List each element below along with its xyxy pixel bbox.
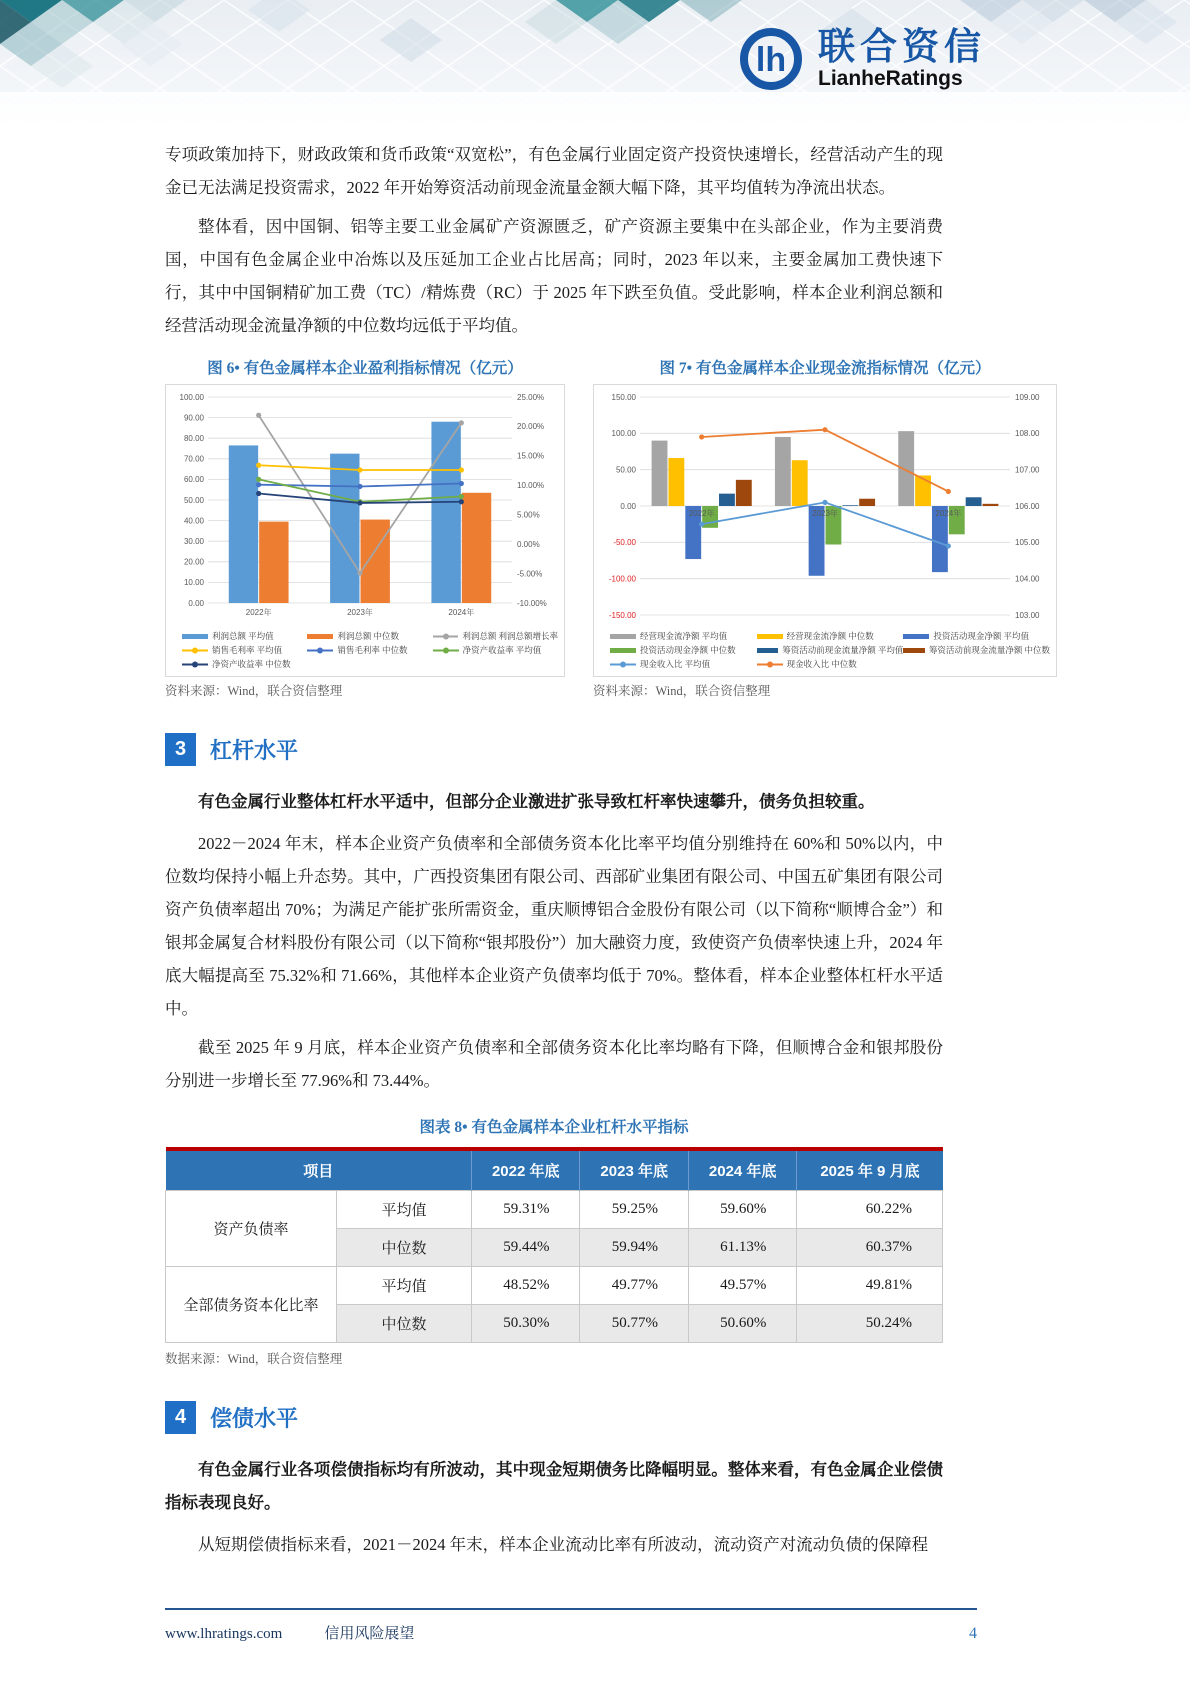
legend-item: [433, 644, 558, 656]
svg-text:106.00: 106.00: [1015, 501, 1040, 511]
figure-7-legend: [610, 630, 1050, 670]
legend-line-swatch: [433, 646, 459, 655]
col-header: 2023 年底: [580, 1149, 688, 1191]
paragraph: 整体看，因中国铜、铝等主要工业金属矿产资源匮乏，矿产资源主要集中在头部企业，作为主要消费国，中国有色金属企业中冶炼以及压延加工企业占比居高；同时，2023 年以来，主要金属加工费快速下行，其中中国铜精矿加工费（TC）/精炼费（RC）于 2025 年下跌至负值。受此影响，样本企业利润总额和经营活动现金流量净额的中位数均远低于平均值。: [165, 217, 943, 335]
legend-label: 现金收入比 平均值: [640, 659, 711, 669]
legend-label: 经营现金流净额 中位数: [786, 631, 874, 641]
legend-item: [433, 630, 558, 642]
svg-text:40.00: 40.00: [183, 516, 204, 526]
figure-7: [593, 356, 1057, 699]
legend-bar-swatch: [903, 646, 925, 655]
legend-item: [757, 644, 904, 656]
legend-bar-swatch: [307, 632, 333, 641]
page-number: 4: [969, 1625, 977, 1642]
svg-text:107.00: 107.00: [1015, 465, 1040, 475]
row-group-label: 全部债务资本化比率: [166, 1267, 337, 1343]
cell-value: 61.13%: [688, 1229, 796, 1267]
legend-item: [610, 644, 757, 656]
legend-bar-swatch: [757, 632, 783, 641]
svg-text:20.00%: 20.00%: [517, 422, 545, 432]
row-stat-label: 中位数: [337, 1305, 472, 1343]
table-row: [166, 1267, 943, 1305]
legend-label: 筹资活动前现金流量净额 中位数: [928, 645, 1050, 655]
svg-text:50.00: 50.00: [183, 495, 204, 505]
svg-text:90.00: 90.00: [183, 413, 204, 423]
figures-row: [165, 356, 1050, 699]
cell-value: 60.22%: [797, 1191, 943, 1229]
section-4-number: 4: [165, 1401, 196, 1434]
col-header: 2022 年底: [472, 1149, 580, 1191]
svg-text:2024年: 2024年: [448, 608, 475, 617]
section-4-heading: [165, 1401, 1033, 1434]
legend-item: [757, 630, 904, 642]
legend-bar-swatch: [757, 646, 779, 655]
figure-6-source: 资料来源：Wind，联合资信整理: [165, 684, 343, 698]
svg-text:2022年: 2022年: [688, 509, 715, 518]
section-3-heading: [165, 733, 1033, 766]
svg-text:-100.00: -100.00: [608, 574, 636, 584]
svg-text:100.00: 100.00: [179, 392, 204, 402]
legend-label: 现金收入比 中位数: [786, 659, 857, 669]
figure-6-legend: [182, 630, 558, 670]
legend-line-swatch: [433, 632, 459, 641]
svg-text:70.00: 70.00: [183, 454, 204, 464]
legend-line-swatch: [182, 646, 208, 655]
intro-text: [165, 138, 943, 342]
svg-text:0.00: 0.00: [620, 501, 636, 511]
cell-value: 59.60%: [688, 1191, 796, 1229]
svg-text:50.00: 50.00: [615, 465, 636, 475]
legend-label: 利润总额 中位数: [337, 631, 399, 641]
legend-label: 利润总额 平均值: [212, 631, 274, 641]
legend-item: [610, 630, 757, 642]
svg-text:105.00: 105.00: [1015, 538, 1040, 548]
figure-6-title: 图 6• 有色金属样本企业盈利指标情况（亿元）: [207, 360, 523, 377]
table-row: [166, 1191, 943, 1229]
cell-value: 60.37%: [797, 1229, 943, 1267]
cell-value: 48.52%: [472, 1267, 580, 1305]
legend-bar-swatch: [610, 646, 636, 655]
row-group-label: 资产负债率: [166, 1191, 337, 1267]
svg-text:-10.00%: -10.00%: [517, 598, 547, 608]
brand: [738, 26, 986, 92]
legend-bar-swatch: [610, 632, 636, 641]
svg-text:104.00: 104.00: [1015, 574, 1040, 584]
legend-label: 筹资活动前现金流量净额 平均值: [782, 645, 904, 655]
content: [165, 138, 1050, 1567]
legend-item: [307, 630, 432, 642]
brand-name-cn: 联合资信: [818, 25, 986, 67]
legend-label: 经营现金流净额 平均值: [640, 631, 728, 641]
svg-text:2023年: 2023年: [347, 608, 373, 617]
svg-text:109.00: 109.00: [1015, 392, 1040, 402]
svg-text:20.00: 20.00: [183, 557, 204, 567]
col-header: 2024 年底: [688, 1149, 796, 1191]
legend-line-swatch: [307, 646, 333, 655]
cell-value: 50.77%: [580, 1305, 688, 1343]
table-8-title: 图表 8• 有色金属样本企业杠杆水平指标: [419, 1119, 689, 1136]
cell-value: 59.31%: [472, 1191, 580, 1229]
table-header-row: [166, 1149, 943, 1191]
legend-label: 销售毛利率 平均值: [212, 645, 283, 655]
header-pattern: [0, 0, 1190, 132]
cell-value: 50.24%: [797, 1305, 943, 1343]
cell-value: 59.25%: [580, 1191, 688, 1229]
legend-item: [903, 630, 1050, 642]
svg-text:2022年: 2022年: [245, 608, 272, 617]
svg-text:108.00: 108.00: [1015, 429, 1040, 439]
svg-text:2023年: 2023年: [812, 509, 838, 518]
profit-indicators-chart: [168, 389, 562, 623]
svg-text:30.00: 30.00: [183, 537, 204, 546]
section-4-lead: 有色金属行业各项偿债指标均有所波动，其中现金短期债务比降幅明显。整体来看，有色金属企业偿债指标表现良好。: [165, 1461, 943, 1512]
section-4-title: 偿债水平: [210, 1406, 299, 1431]
footer-site-link[interactable]: www.lhratings.com: [165, 1626, 283, 1642]
svg-text:lh: lh: [755, 41, 787, 79]
legend-line-swatch: [610, 660, 636, 669]
cashflow-indicators-chart: [596, 389, 1054, 623]
legend-label: 净资产收益率 平均值: [462, 645, 542, 655]
svg-text:80.00: 80.00: [183, 434, 204, 443]
section-3-title: 杠杆水平: [210, 738, 299, 763]
cell-value: 49.81%: [797, 1267, 943, 1305]
svg-text:0.00%: 0.00%: [517, 539, 540, 549]
cell-value: 49.57%: [688, 1267, 796, 1305]
legend-item: [757, 658, 904, 670]
figure-7-source: 资料来源：Wind，联合资信整理: [593, 684, 771, 698]
section-3-lead: 有色金属行业整体杠杆水平适中，但部分企业激进扩张导致杠杆率快速攀升，债务负担较重。: [198, 793, 875, 811]
svg-text:0.00: 0.00: [188, 598, 204, 608]
svg-text:103.00: 103.00: [1015, 610, 1040, 620]
row-stat-label: 平均值: [337, 1267, 472, 1305]
svg-text:100.00: 100.00: [611, 429, 636, 439]
paragraph: 2022－2024 年末，样本企业资产负债率和全部债务资本化比率平均值分别维持在 60%和 50%以内，中位数均保持小幅上升态势。其中，广西投资集团有限公司、西部矿业集团有限公司、中国五矿集团有限公司资产负债率超出 70%；为满足产能扩张所需资金，重庆顺博铝合金股份有限公司（以下简称“顺博合金”）和银邦金属复合材料股份有限公司（以下简称“银邦股份”）加大融资力度，致使资产负债率快速上升，2024 年底大幅提高至 75.32%和 71.66%，其他样本企业资产负债率均低于 70%。整体看，样本企业整体杠杆水平适中。: [165, 834, 943, 1018]
svg-text:-5.00%: -5.00%: [517, 569, 543, 579]
cell-value: 50.60%: [688, 1305, 796, 1343]
section-3-number: 3: [165, 733, 196, 766]
lianhe-logo-icon: [738, 26, 804, 92]
figure-6-chart: [165, 384, 565, 677]
page-header: [0, 0, 1190, 132]
figure-7-title: 图 7• 有色金属样本企业现金流指标情况（亿元）: [659, 360, 991, 377]
leverage-table: [165, 1147, 943, 1343]
page-footer: [165, 1608, 977, 1643]
legend-line-swatch: [757, 660, 783, 669]
legend-item: [903, 644, 1050, 656]
section-4-text: [165, 1528, 943, 1561]
svg-text:-50.00: -50.00: [613, 538, 636, 548]
svg-text:15.00%: 15.00%: [517, 451, 545, 461]
paragraph: 截至 2025 年 9 月底，样本企业资产负债率和全部债务资本化比率均略有下降，但顺博合金和银邦股份分别进一步增长至 77.96%和 73.44%。: [165, 1038, 943, 1090]
figure-7-chart: [593, 384, 1057, 677]
legend-item: [182, 644, 307, 656]
legend-item: [610, 658, 757, 670]
legend-label: 净资产收益率 中位数: [212, 659, 291, 669]
cell-value: 59.94%: [580, 1229, 688, 1267]
cell-value: 49.77%: [580, 1267, 688, 1305]
col-header: 2025 年 9 月底: [797, 1149, 943, 1191]
legend-item: [182, 630, 307, 642]
svg-text:10.00: 10.00: [183, 578, 204, 588]
legend-label: 投资活动现金净额 中位数: [640, 645, 736, 655]
section-3-text: [165, 827, 943, 1097]
col-header: 项目: [166, 1149, 472, 1191]
paragraph: 从短期偿债指标来看，2021－2024 年末，样本企业流动比率有所波动，流动资产对流动负债的保障程: [198, 1535, 929, 1554]
brand-name-en: LianheRatings: [818, 67, 963, 91]
svg-text:-150.00: -150.00: [608, 610, 636, 620]
legend-label: 利润总额 利润总额增长率: [462, 631, 558, 641]
legend-item: [182, 658, 307, 670]
svg-text:2024年: 2024年: [935, 509, 962, 518]
legend-line-swatch: [182, 660, 208, 669]
figure-6: [165, 356, 565, 699]
svg-text:25.00%: 25.00%: [517, 392, 545, 402]
svg-text:10.00%: 10.00%: [517, 481, 545, 491]
svg-text:150.00: 150.00: [611, 392, 636, 402]
row-stat-label: 平均值: [337, 1191, 472, 1229]
cell-value: 59.44%: [472, 1229, 580, 1267]
table-8-source: 数据来源：Wind，联合资信整理: [165, 1352, 343, 1366]
legend-bar-swatch: [903, 632, 929, 641]
legend-item: [307, 644, 432, 656]
paragraph: 专项政策加持下，财政政策和货币政策“双宽松”，有色金属行业固定资产投资快速增长，经营活动产生的现金已无法满足投资需求，2022 年开始筹资活动前现金流量金额大幅下降，其平均值转为净流出状态。: [165, 145, 943, 197]
legend-bar-swatch: [182, 632, 208, 641]
svg-text:60.00: 60.00: [183, 475, 204, 485]
cell-value: 50.30%: [472, 1305, 580, 1343]
row-stat-label: 中位数: [337, 1229, 472, 1267]
legend-label: 投资活动现金净额 平均值: [933, 631, 1029, 641]
legend-label: 销售毛利率 中位数: [337, 645, 408, 655]
svg-text:5.00%: 5.00%: [517, 510, 540, 520]
footer-doc-title: 信用风险展望: [324, 1626, 415, 1642]
